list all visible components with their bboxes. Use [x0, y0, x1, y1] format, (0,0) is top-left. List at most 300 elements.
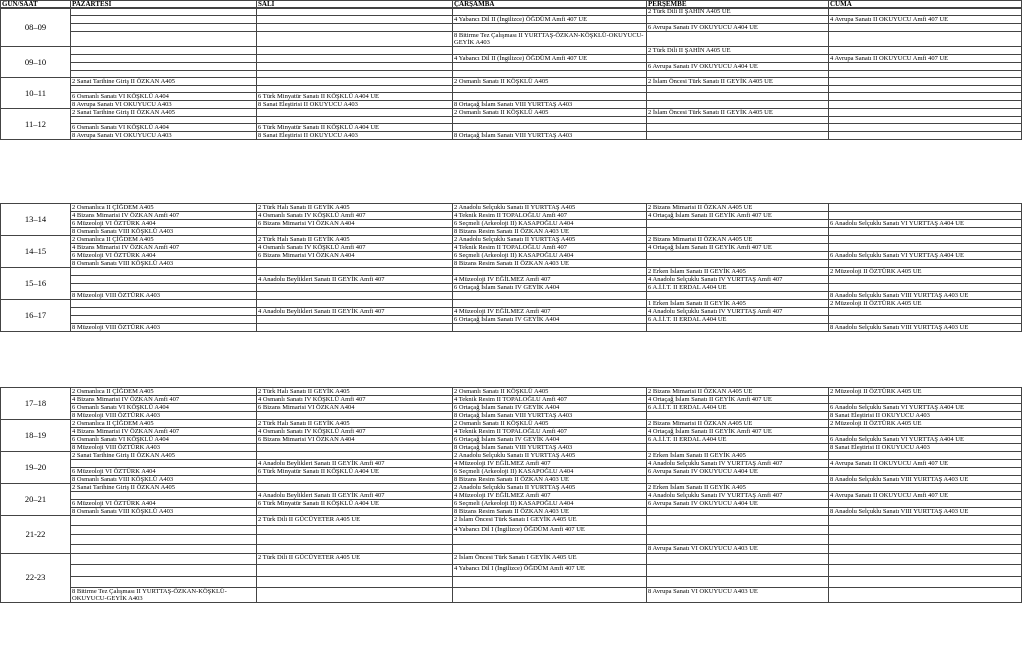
course-cell: 6 Anadolu Selçuklu Sanatı VI YURTTAŞ A404 UE	[829, 220, 1022, 228]
course-cell	[257, 8, 453, 16]
course-cell: 4 Yabancı Dil I (İngilizce) ÖĞDÜM Amfi 407 UE	[453, 565, 647, 576]
course-cell: 2 Osmanlıca II ÇİĞDEM A405	[71, 388, 257, 396]
course-cell: 6 Türk Minyatür Sanatı II KÖŞKLÜ A404 UE	[257, 500, 453, 508]
course-cell	[257, 525, 453, 535]
course-cell	[71, 300, 257, 308]
course-cell: 4 Anadolu Selçuklu Sanatı IV YURTTAŞ Amfi 407	[647, 460, 829, 468]
course-cell	[453, 544, 647, 554]
course-cell: 4 Anadolu Selçuklu Sanatı IV YURTTAŞ Amfi 407	[647, 492, 829, 500]
course-cell: 4 Ortaçağ İslam Sanatı II GEYİK Amfi 407 UE	[647, 428, 829, 436]
time-slot-label: 22-23	[1, 554, 71, 603]
course-cell	[647, 117, 829, 124]
course-cell: 6 Müzeoloji VI ÖZTÜRK A404	[71, 468, 257, 476]
course-cell: 2 Osmanlı Sanatı II KÖŞKLÜ A405	[453, 109, 647, 117]
course-cell: 6 Müzeoloji VI ÖZTÜRK A404	[71, 500, 257, 508]
time-slot-label: 16–17	[1, 300, 71, 332]
time-slot-label: 18–19	[1, 420, 71, 452]
course-cell: 2 Türk Dili II GÜCÜYETER A405 UE	[257, 554, 453, 565]
course-cell: 8 Avrupa Sanatı VI OKUYUCU A403	[71, 132, 257, 140]
course-cell	[71, 268, 257, 276]
table-row	[1, 220, 1022, 228]
course-cell	[71, 316, 257, 324]
table-row	[1, 444, 1022, 452]
course-cell	[71, 71, 257, 78]
course-cell: 4 Ortaçağ İslam Sanatı II GEYİK Amfi 407 UE	[647, 212, 829, 220]
course-cell	[71, 8, 257, 16]
course-cell: 8 Müzeoloji VIII ÖZTÜRK A403	[71, 444, 257, 452]
table-row	[1, 468, 1022, 476]
course-cell: 2 Türk Halı Sanatı II GEYİK A405	[257, 204, 453, 212]
table-row	[1, 492, 1022, 500]
course-cell	[829, 78, 1022, 86]
course-cell	[71, 460, 257, 468]
course-cell: 8 Ortaçağ İslam Sanatı VIII YURTTAŞ A403	[453, 412, 647, 420]
course-cell: 4 Anadolu Selçuklu Sanatı IV YURTTAŞ Amfi 407	[647, 308, 829, 316]
table-row	[1, 78, 1022, 86]
course-cell: 6 Osmanlı Sanatı VI KÖŞKLÜ A404	[71, 436, 257, 444]
course-cell: 1 Erken İslam Sanatı II GEYİK A405	[647, 300, 829, 308]
course-cell: 6 Türk Minyatür Sanatı II KÖŞKLÜ A404 UE	[257, 468, 453, 476]
course-cell: 2 Türk Dili II ŞAHİN A405 UE	[647, 8, 829, 16]
course-cell	[647, 252, 829, 260]
table-row	[1, 212, 1022, 220]
column-header: PERŞEMBE	[647, 1, 829, 9]
course-cell	[829, 71, 1022, 78]
course-cell: 4 Avrupa Sanatı II OKUYUCU Amfi 407 UE	[829, 460, 1022, 468]
course-cell: 8 Bizans Resim Sanatı II ÖZKAN A403 UE	[453, 260, 647, 268]
course-cell: 2 Osmanlıca II ÇİĞDEM A405	[71, 236, 257, 244]
time-slot-label: 09–10	[1, 47, 71, 78]
course-cell	[829, 24, 1022, 32]
course-cell: 4 Yabancı Dil I (İngilizce) ÖĞDÜM Amfi 407 UE	[453, 525, 647, 535]
course-cell: 6 Müzeoloji VI ÖZTÜRK A404	[71, 252, 257, 260]
course-cell	[257, 24, 453, 32]
time-slot-label: 20–21	[1, 484, 71, 516]
table-row	[1, 284, 1022, 292]
course-cell	[829, 86, 1022, 93]
table-row	[1, 436, 1022, 444]
table-row	[1, 244, 1022, 252]
course-cell: 2 Müzeoloji II ÖZTÜRK A405 UE	[829, 388, 1022, 396]
course-cell: 8 Osmanlı Sanatı VIII KÖŞKLÜ A403	[71, 508, 257, 516]
course-cell	[829, 117, 1022, 124]
course-cell	[257, 86, 453, 93]
course-cell: 8 Avrupa Sanatı VI OKUYUCU A403 UE	[647, 544, 829, 554]
course-cell: 8 Osmanlı Sanatı VIII KÖŞKLÜ A403	[71, 476, 257, 484]
course-cell: 6 Bizans Mimarisi VI ÖZKAN A404	[257, 404, 453, 412]
course-cell: 6 Ortaçağ İslam Sanatı IV GEYİK A404	[453, 436, 647, 444]
course-cell	[829, 260, 1022, 268]
course-cell	[453, 576, 647, 587]
table-row	[1, 565, 1022, 576]
course-cell: 6 Müzeoloji VI ÖZTÜRK A404	[71, 220, 257, 228]
course-cell	[257, 300, 453, 308]
course-cell: 8 Müzeoloji VIII ÖZTÜRK A403	[71, 324, 257, 332]
course-cell	[71, 565, 257, 576]
table-row	[1, 117, 1022, 124]
course-cell	[647, 565, 829, 576]
course-cell: 2 Sanat Tarihine Giriş II ÖZKAN A405	[71, 78, 257, 86]
course-cell: 2 Anadolu Selçuklu Sanatı II YURTTAŞ A405	[453, 204, 647, 212]
course-cell	[257, 78, 453, 86]
course-cell: 4 Osmanlı Sanatı IV KÖŞKLÜ Amfi 407	[257, 428, 453, 436]
course-cell	[647, 93, 829, 101]
course-cell	[453, 124, 647, 132]
course-cell: 8 Sanat Eleştirisi II OKUYUCU A403	[257, 101, 453, 109]
column-header: GÜN/SAAT	[1, 1, 71, 9]
course-cell: 8 Ortaçağ İslam Sanatı VIII YURTTAŞ A403	[453, 132, 647, 140]
course-cell: 4 Anadolu Beylikleri Sanatı II GEYİK Amfi 407	[257, 492, 453, 500]
course-cell: 6 Bizans Mimarisi VI ÖZKAN A404	[257, 220, 453, 228]
course-cell	[257, 55, 453, 63]
course-cell	[257, 63, 453, 71]
table-row	[1, 228, 1022, 236]
course-cell: 6 Avrupa Sanatı IV OKUYUCU A404 UE	[647, 468, 829, 476]
course-cell: 6 Avrupa Sanatı IV OKUYUCU A404 UE	[647, 500, 829, 508]
table-row	[1, 101, 1022, 109]
table-row	[1, 420, 1022, 428]
course-cell: 8 Bitirme Tez Çalışması II YURTTAŞ-ÖZKAN-KÖŞKLÜ-OKUYUCU-GEYİK A403	[453, 32, 647, 47]
table-row	[1, 124, 1022, 132]
course-cell: 8 Bizans Resim Sanatı II ÖZKAN A403 UE	[453, 476, 647, 484]
course-cell	[453, 24, 647, 32]
table-row	[1, 484, 1022, 492]
table-row	[1, 576, 1022, 587]
course-cell	[647, 101, 829, 109]
time-slot-label: 21-22	[1, 516, 71, 554]
course-cell	[647, 444, 829, 452]
course-cell: 2 İslam Öncesi Türk Sanatı I GEYİK A405 UE	[453, 554, 647, 565]
course-cell	[453, 93, 647, 101]
course-cell: 2 Türk Halı Sanatı II GEYİK A405	[257, 420, 453, 428]
table-row	[1, 204, 1022, 212]
course-cell	[647, 260, 829, 268]
table-row	[1, 300, 1022, 308]
course-cell: 6 Ortaçağ İslam Sanatı IV GEYİK A404	[453, 316, 647, 324]
course-cell: 8 Bizans Resim Sanatı II ÖZKAN A403 UE	[453, 228, 647, 236]
course-cell: 8 Bizans Resim Sanatı II ÖZKAN A403 UE	[453, 508, 647, 516]
course-cell: 8 Sanat Eleştirisi II OKUYUCU A403	[829, 444, 1022, 452]
course-cell	[647, 124, 829, 132]
course-cell	[829, 8, 1022, 16]
course-cell	[453, 117, 647, 124]
course-cell: 6 Türk Minyatür Sanatı II KÖŞKLÜ A404 UE	[257, 93, 453, 101]
course-cell	[829, 228, 1022, 236]
course-cell	[257, 587, 453, 602]
course-cell	[71, 86, 257, 93]
course-cell: 6 Avrupa Sanatı IV OKUYUCU A404 UE	[647, 63, 829, 71]
course-cell	[829, 212, 1022, 220]
course-cell: 2 Türk Dili II ŞAHİN A405 UE	[647, 47, 829, 55]
course-cell	[257, 47, 453, 55]
course-cell: 2 İslam Öncesi Türk Sanatı I GEYİK A405 UE	[453, 516, 647, 526]
course-cell	[257, 109, 453, 117]
course-cell	[257, 260, 453, 268]
course-cell: 8 Osmanlı Sanatı VIII KÖŞKLÜ A403	[71, 260, 257, 268]
course-cell	[453, 587, 647, 602]
course-cell: 8 Osmanlı Sanatı VIII KÖŞKLÜ A403	[71, 228, 257, 236]
course-cell: 4 Ortaçağ İslam Sanatı II GEYİK Amfi 407 UE	[647, 396, 829, 404]
course-cell: 8 Avrupa Sanatı VI OKUYUCU A403	[71, 101, 257, 109]
table-row	[1, 587, 1022, 602]
course-cell	[647, 86, 829, 93]
course-cell	[829, 236, 1022, 244]
course-cell	[257, 444, 453, 452]
course-cell: 6 A.İ.İ.T. II ERDAL A404 UE	[647, 284, 829, 292]
table-row	[1, 260, 1022, 268]
course-cell	[647, 324, 829, 332]
course-cell: 8 Sanat Eleştirisi II OKUYUCU A403	[257, 132, 453, 140]
table-row	[1, 93, 1022, 101]
course-cell: 6 Anadolu Selçuklu Sanatı VI YURTTAŞ A404 UE	[829, 404, 1022, 412]
course-cell	[829, 101, 1022, 109]
course-cell	[257, 535, 453, 545]
course-cell: 4 Müzeoloji IV EĞİLMEZ Amfi 407	[453, 492, 647, 500]
column-header: ÇARŞAMBA	[453, 1, 647, 9]
time-slot-label: 14–15	[1, 236, 71, 268]
table-row	[1, 516, 1022, 526]
course-cell: 2 Sanat Tarihine Giriş II ÖZKAN A405	[71, 109, 257, 117]
course-cell	[71, 63, 257, 71]
course-cell: 6 Osmanlı Sanatı VI KÖŞKLÜ A404	[71, 124, 257, 132]
course-cell: 4 Avrupa Sanatı II OKUYUCU Amfi 407 UE	[829, 16, 1022, 24]
course-cell: 4 Müzeoloji IV EĞİLMEZ Amfi 407	[453, 308, 647, 316]
course-cell	[453, 300, 647, 308]
table-row	[1, 388, 1022, 396]
column-header: CUMA	[829, 1, 1022, 9]
course-cell	[829, 576, 1022, 587]
course-cell	[257, 476, 453, 484]
course-cell: 8 Anadolu Selçuklu Sanatı VIII YURTTAŞ A403 UE	[829, 508, 1022, 516]
course-cell: 2 Erken İslam Sanatı II GEYİK A405	[647, 484, 829, 492]
course-cell: 4 Ortaçağ İslam Sanatı II GEYİK Amfi 407 UE	[647, 244, 829, 252]
course-cell: 6 Anadolu Selçuklu Sanatı VI YURTTAŞ A404 UE	[829, 436, 1022, 444]
table-row	[1, 308, 1022, 316]
course-cell	[829, 500, 1022, 508]
time-slot-label: 10–11	[1, 78, 71, 109]
course-cell	[829, 32, 1022, 47]
table-row	[1, 535, 1022, 545]
course-cell: 2 Bizans Mimarisi II ÖZKAN A405 UE	[647, 420, 829, 428]
course-cell	[829, 544, 1022, 554]
course-cell: 2 Türk Dili II GÜCÜYETER A405 UE	[257, 516, 453, 526]
time-slot-label: 11–12	[1, 109, 71, 140]
course-cell	[257, 268, 453, 276]
course-cell	[829, 276, 1022, 284]
course-cell	[647, 71, 829, 78]
course-cell	[71, 32, 257, 47]
course-cell	[257, 484, 453, 492]
course-cell: 6 Seçmeli (Arkeoloji II) KASAPOĞLU A404	[453, 500, 647, 508]
course-cell: 6 Seçmeli (Arkeoloji II) KASAPOĞLU A404	[453, 252, 647, 260]
course-cell	[71, 47, 257, 55]
course-cell: 4 Teknik Resim II TOPALOĞLU Amfi 407	[453, 396, 647, 404]
table-row	[1, 525, 1022, 535]
course-cell: 4 Avrupa Sanatı II OKUYUCU Amfi 407 UE	[829, 492, 1022, 500]
course-cell	[257, 544, 453, 554]
course-cell	[453, 268, 647, 276]
timetable-block	[0, 387, 1022, 603]
table-row	[1, 452, 1022, 460]
course-cell	[257, 32, 453, 47]
course-cell	[829, 308, 1022, 316]
course-cell: 2 Bizans Mimarisi II ÖZKAN A405 UE	[647, 204, 829, 212]
course-cell: 2 Osmanlı Sanatı II KÖŞKLÜ A405	[453, 420, 647, 428]
course-cell: 8 Müzeoloji VIII ÖZTÜRK A403	[71, 412, 257, 420]
course-cell: 4 Anadolu Beylikleri Sanatı II GEYİK Amfi 407	[257, 276, 453, 284]
course-cell	[647, 535, 829, 545]
course-cell: 6 Ortaçağ İslam Sanatı IV GEYİK A404	[453, 284, 647, 292]
course-cell	[647, 220, 829, 228]
course-cell	[71, 576, 257, 587]
course-cell	[257, 316, 453, 324]
table-row	[1, 252, 1022, 260]
course-cell	[829, 47, 1022, 55]
course-cell: 4 Teknik Resim II TOPALOĞLU Amfi 407	[453, 212, 647, 220]
course-cell	[453, 324, 647, 332]
course-cell	[829, 316, 1022, 324]
course-cell	[71, 284, 257, 292]
course-cell: 2 Anadolu Selçuklu Sanatı II YURTTAŞ A405	[453, 236, 647, 244]
course-cell: 4 Teknik Resim II TOPALOĞLU Amfi 407	[453, 244, 647, 252]
timetable-block	[0, 7, 1022, 140]
course-cell: 2 Türk Halı Sanatı II GEYİK A405	[257, 388, 453, 396]
table-row	[1, 396, 1022, 404]
course-cell: 6 Avrupa Sanatı IV OKUYUCU A404 UE	[647, 24, 829, 32]
course-cell: 4 Anadolu Selçuklu Sanatı IV YURTTAŞ Amfi 407	[647, 276, 829, 284]
course-cell	[647, 16, 829, 24]
course-cell: 4 Yabancı Dil II (İngilizce) ÖĞDÜM Amfi 407 UE	[453, 16, 647, 24]
course-cell: 2 Müzeoloji II ÖZTÜRK A405 UE	[829, 268, 1022, 276]
course-cell	[647, 32, 829, 47]
course-cell: 4 Yabancı Dil II (İngilizce) ÖĞDÜM Amfi 407 UE	[453, 55, 647, 63]
course-cell: 4 Osmanlı Sanatı IV KÖŞKLÜ Amfi 407	[257, 396, 453, 404]
course-cell	[453, 292, 647, 300]
course-cell	[829, 468, 1022, 476]
table-row	[1, 508, 1022, 516]
table-row	[1, 71, 1022, 78]
course-cell: 8 Anadolu Selçuklu Sanatı VIII YURTTAŞ A403 UE	[829, 324, 1022, 332]
course-cell	[453, 47, 647, 55]
course-cell: 2 Müzeoloji II ÖZTÜRK A405 UE	[829, 420, 1022, 428]
table-row	[1, 47, 1022, 55]
course-cell: 8 Ortaçağ İslam Sanatı VIII YURTTAŞ A403	[453, 444, 647, 452]
table-row	[1, 109, 1022, 117]
course-cell	[453, 71, 647, 78]
course-cell	[257, 284, 453, 292]
course-cell: 2 Osmanlı Sanatı II KÖŞKLÜ A405	[453, 388, 647, 396]
course-cell	[71, 16, 257, 24]
course-cell	[257, 292, 453, 300]
time-slot-label: 19–20	[1, 452, 71, 484]
course-cell: 6 Seçmeli (Arkeoloji II) KASAPOĞLU A404	[453, 468, 647, 476]
course-cell	[71, 276, 257, 284]
course-cell: 6 Osmanlı Sanatı VI KÖŞKLÜ A404	[71, 404, 257, 412]
course-cell	[829, 63, 1022, 71]
course-cell: 8 Bitirme Tez Çalışması II YURTTAŞ-ÖZKAN-KÖŞKLÜ-OKUYUCU-GEYİK A403	[71, 587, 257, 602]
course-cell: 4 Osmanlı Sanatı IV KÖŞKLÜ Amfi 407	[257, 212, 453, 220]
course-cell	[453, 86, 647, 93]
course-cell	[257, 117, 453, 124]
course-cell	[829, 535, 1022, 545]
course-cell: 2 Bizans Mimarisi II ÖZKAN A405 UE	[647, 236, 829, 244]
course-cell: 8 Anadolu Selçuklu Sanatı VIII YURTTAŞ A403 UE	[829, 476, 1022, 484]
course-cell: 4 Bizans Mimarisi IV ÖZKAN Amfi 407	[71, 428, 257, 436]
timetable-block	[0, 203, 1022, 332]
course-cell: 4 Bizans Mimarisi IV ÖZKAN Amfi 407	[71, 396, 257, 404]
course-cell: 6 Ortaçağ İslam Sanatı IV GEYİK A404	[453, 404, 647, 412]
table-row	[1, 8, 1022, 16]
course-cell	[647, 508, 829, 516]
course-cell: 8 Sanat Eleştirisi II OKUYUCU A403	[829, 412, 1022, 420]
table-row	[1, 500, 1022, 508]
course-cell	[647, 554, 829, 565]
course-cell: 2 İslam Öncesi Türk Sanatı II GEYİK A405 UE	[647, 78, 829, 86]
course-cell	[647, 132, 829, 140]
course-cell: 4 Osmanlı Sanatı IV KÖŞKLÜ Amfi 407	[257, 244, 453, 252]
course-cell	[829, 452, 1022, 460]
course-cell: 2 İslam Öncesi Türk Sanatı II GEYİK A405 UE	[647, 109, 829, 117]
course-cell	[647, 55, 829, 63]
course-cell: 2 Sanat Tarihine Giriş II ÖZKAN A405	[71, 484, 257, 492]
course-cell	[829, 124, 1022, 132]
column-header: PAZARTESİ	[71, 1, 257, 9]
course-cell: 8 Avrupa Sanatı VI OKUYUCU A403 UE	[647, 587, 829, 602]
course-cell: 6 Anadolu Selçuklu Sanatı VI YURTTAŞ A404 UE	[829, 252, 1022, 260]
table-row	[1, 460, 1022, 468]
course-cell: 6 A.İ.İ.T. II ERDAL A404 UE	[647, 436, 829, 444]
table-row	[1, 132, 1022, 140]
course-cell	[829, 525, 1022, 535]
course-cell	[71, 516, 257, 526]
course-cell	[257, 324, 453, 332]
course-cell: 6 Osmanlı Sanatı VI KÖŞKLÜ A404	[71, 93, 257, 101]
time-slot-label: 13–14	[1, 204, 71, 236]
course-cell	[647, 476, 829, 484]
course-cell: 2 Osmanlı Sanatı II KÖŞKLÜ A405	[453, 78, 647, 86]
course-cell	[257, 228, 453, 236]
course-cell: 4 Anadolu Beylikleri Sanatı II GEYİK Amfi 407	[257, 460, 453, 468]
time-slot-label: 15–16	[1, 268, 71, 300]
course-cell	[71, 535, 257, 545]
column-header: SALI	[257, 1, 453, 9]
course-cell	[71, 308, 257, 316]
course-cell: 8 Anadolu Selçuklu Sanatı VIII YURTTAŞ A403 UE	[829, 292, 1022, 300]
course-cell: 4 Bizans Mimarisi IV ÖZKAN Amfi 407	[71, 244, 257, 252]
course-cell: 8 Ortaçağ İslam Sanatı VIII YURTTAŞ A403	[453, 101, 647, 109]
course-cell: 2 Türk Halı Sanatı II GEYİK A405	[257, 236, 453, 244]
course-cell	[829, 93, 1022, 101]
course-cell: 8 Müzeoloji VIII ÖZTÜRK A403	[71, 292, 257, 300]
course-cell	[257, 452, 453, 460]
table-row	[1, 404, 1022, 412]
course-cell	[257, 412, 453, 420]
course-cell: 6 Türk Minyatür Sanatı II KÖŞKLÜ A404 UE	[257, 124, 453, 132]
course-cell: 4 Anadolu Beylikleri Sanatı II GEYİK Amfi 407	[257, 308, 453, 316]
course-cell: 4 Müzeoloji IV EĞİLMEZ Amfi 407	[453, 460, 647, 468]
course-cell	[829, 484, 1022, 492]
course-cell	[71, 492, 257, 500]
course-cell	[829, 396, 1022, 404]
course-cell: 2 Anadolu Selçuklu Sanatı II YURTTAŞ A405	[453, 452, 647, 460]
course-cell	[71, 117, 257, 124]
table-row	[1, 63, 1022, 71]
table-row	[1, 412, 1022, 420]
course-cell	[829, 284, 1022, 292]
course-cell	[71, 525, 257, 535]
table-row	[1, 554, 1022, 565]
course-cell: 2 Bizans Mimarisi II ÖZKAN A405 UE	[647, 388, 829, 396]
